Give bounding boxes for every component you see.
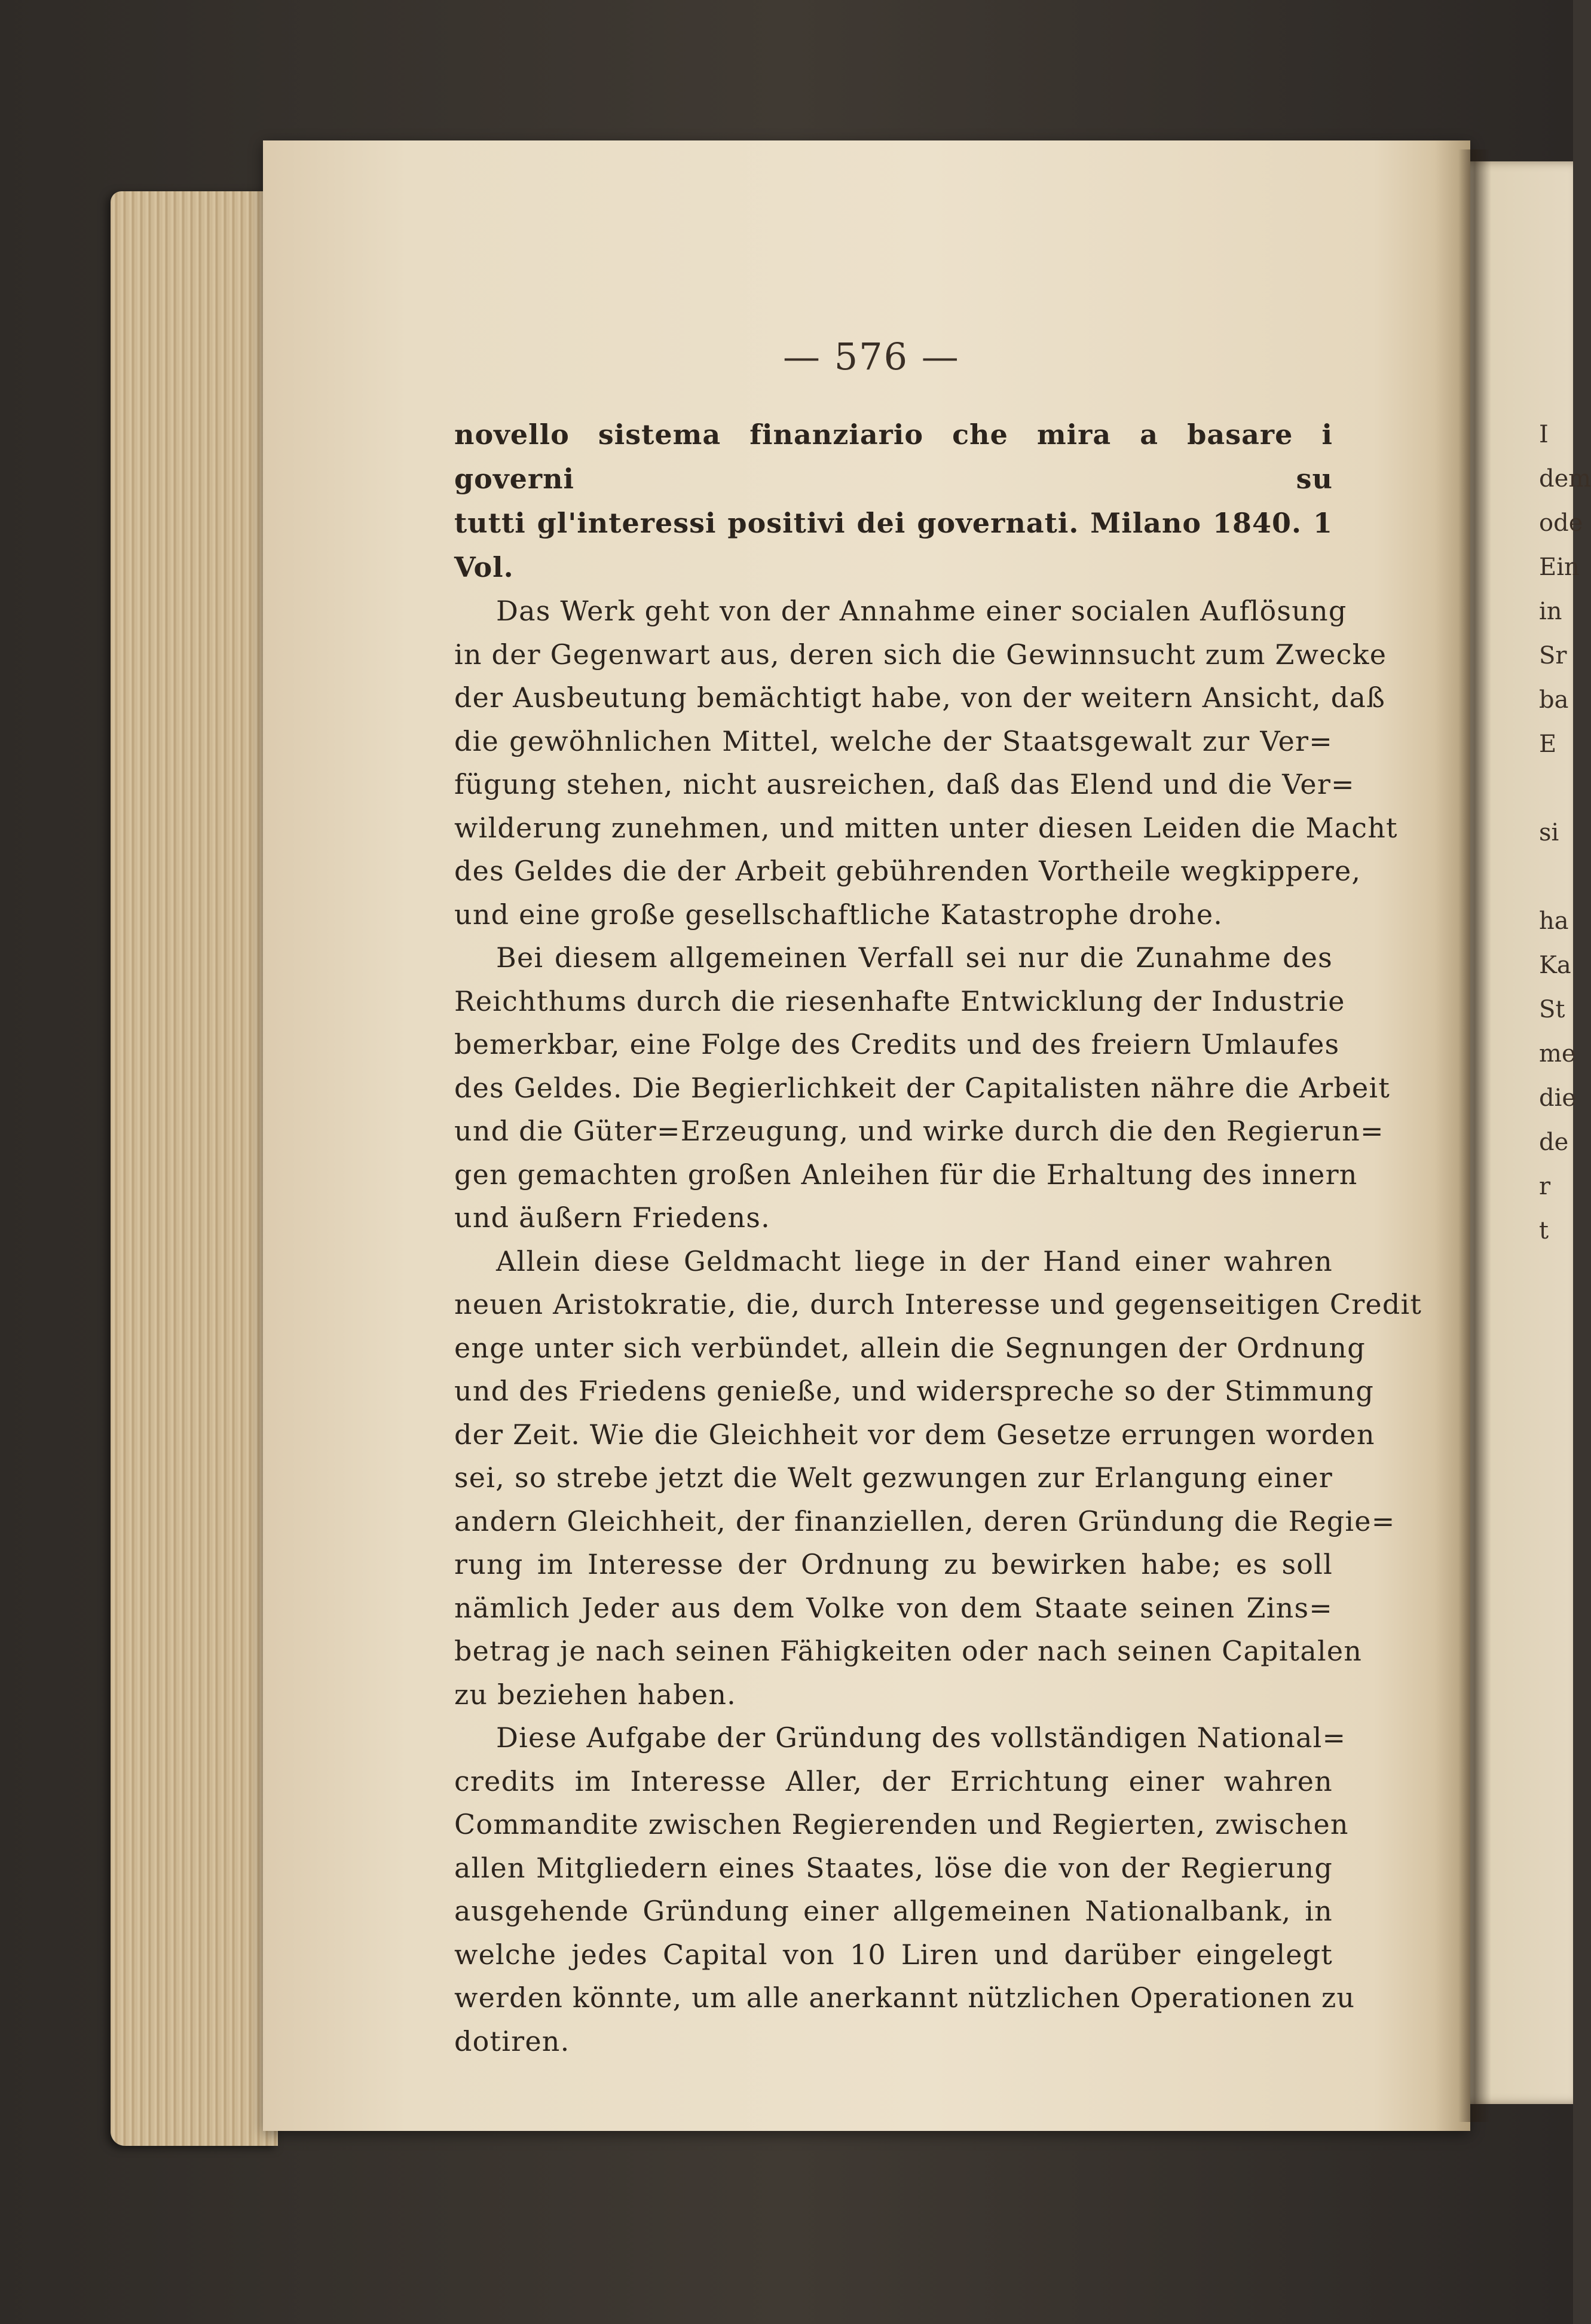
fragment: me bbox=[1539, 1040, 1576, 1068]
text-line: bemerkbar, eine Folge des Credits und des freiern Umlaufes bbox=[454, 1028, 1340, 1060]
page-text bbox=[454, 412, 1422, 2063]
text-line: Reichthums durch die riesenhafte Entwicklung der Industrie bbox=[454, 984, 1345, 1017]
adjacent-page-text bbox=[1539, 412, 1591, 1253]
page-number: — 576 — bbox=[783, 335, 960, 378]
text-line: und äußern Friedens. bbox=[454, 1201, 770, 1234]
fragment: dem bbox=[1539, 465, 1591, 493]
text-line: Bei diesem allgemeinen Verfall sei nur die Zunahme des bbox=[496, 941, 1333, 974]
paragraph-4 bbox=[454, 1716, 1356, 2063]
text-line: und eine große gesellschaftliche Katastrophe drohe. bbox=[454, 898, 1223, 931]
text-line: Allein diese Geldmacht liege in der Hand einer wahren bbox=[496, 1244, 1333, 1277]
fragment: ode bbox=[1539, 509, 1583, 537]
text-line: fügung stehen, nicht ausreichen, daß das Elend und die Ver= bbox=[454, 768, 1355, 800]
text-line: nämlich Jeder aus dem Volke von dem Staate seinen Zins= bbox=[454, 1591, 1333, 1624]
fragment: ha bbox=[1539, 907, 1569, 935]
text-line: neuen Aristokratie, die, durch Interesse und gegenseitigen Credit bbox=[454, 1288, 1422, 1320]
text-line: credits im Interesse Aller, der Errichtung einer wahren bbox=[454, 1765, 1333, 1797]
text-line: zu beziehen haben. bbox=[454, 1678, 736, 1711]
fragment: r bbox=[1539, 1173, 1551, 1200]
text-line: enge unter sich verbündet, allein die Segnungen der Ordnung bbox=[454, 1331, 1366, 1364]
fragment: die bbox=[1539, 1084, 1577, 1112]
fragment: de bbox=[1539, 1129, 1569, 1156]
fragment: ba bbox=[1539, 686, 1569, 714]
book-page-edges bbox=[111, 191, 278, 2146]
fragment: si bbox=[1539, 819, 1559, 846]
fragment: I bbox=[1539, 421, 1549, 448]
text-line: werden könnte, um alle anerkannt nützlichen Operationen zu bbox=[454, 1981, 1356, 2014]
fragment: t bbox=[1539, 1217, 1549, 1244]
fragment: Ein bbox=[1539, 554, 1580, 581]
fragment: St bbox=[1539, 996, 1565, 1023]
text-line: dotiren. bbox=[454, 2025, 570, 2057]
text-line: allen Mitgliedern eines Staates, löse die von der Regierung bbox=[454, 1851, 1333, 1884]
text-line: gen gemachten großen Anleihen für die Erhaltung des innern bbox=[454, 1158, 1358, 1191]
text-line: betrag je nach seinen Fähigkeiten oder nach seinen Capitalen bbox=[454, 1635, 1363, 1667]
fragment: E bbox=[1539, 730, 1557, 758]
fragment: Ka bbox=[1539, 952, 1571, 979]
text-line: sei, so strebe jetzt die Welt gezwungen zur Erlangung einer bbox=[454, 1461, 1333, 1494]
text-line: des Geldes die der Arbeit gebührenden Vortheile wegkippere, bbox=[454, 855, 1361, 887]
text-line: die gewöhnlichen Mittel, welche der Staatsgewalt zur Ver= bbox=[454, 724, 1333, 757]
text-line: der Ausbeutung bemächtigt habe, von der weitern Ansicht, daß bbox=[454, 681, 1385, 714]
text-line: und des Friedens genieße, und widerspreche so der Stimmung bbox=[454, 1375, 1375, 1407]
text-line: wilderung zunehmen, und mitten unter diesen Leiden die Macht bbox=[454, 811, 1398, 844]
paragraph-1 bbox=[454, 589, 1398, 936]
fragment: in bbox=[1539, 598, 1562, 625]
text-line: Commandite zwischen Regierenden und Regierten, zwischen bbox=[454, 1808, 1349, 1840]
fragment: Sr bbox=[1539, 642, 1567, 669]
citation-line-1: novello sistema finanziario che mira a basare i governi su bbox=[454, 418, 1333, 495]
text-line: ausgehende Gründung einer allgemeinen Nationalbank, in bbox=[454, 1895, 1333, 1927]
text-line: der Zeit. Wie die Gleichheit vor dem Gesetze errungen worden bbox=[454, 1418, 1375, 1451]
text-line: Diese Aufgabe der Gründung des vollständigen National= bbox=[496, 1721, 1347, 1754]
text-line: rung im Interesse der Ordnung zu bewirken habe; es soll bbox=[454, 1548, 1333, 1580]
text-line: andern Gleichheit, der finanziellen, deren Gründung die Regie= bbox=[454, 1505, 1396, 1537]
text-line: des Geldes. Die Begierlichkeit der Capitalisten nähre die Arbeit bbox=[454, 1071, 1391, 1104]
fragment bbox=[1539, 855, 1575, 899]
text-line: in der Gegenwart aus, deren sich die Gewinnsucht zum Zwecke bbox=[454, 638, 1387, 671]
fragment bbox=[1539, 766, 1575, 811]
text-line: welche jedes Capital von 10 Liren und darüber eingelegt bbox=[454, 1938, 1333, 1971]
paragraph-3 bbox=[454, 1240, 1422, 1717]
text-line: Das Werk geht von der Annahme einer socialen Auflösung bbox=[496, 595, 1347, 627]
text-line: und die Güter=Erzeugung, und wirke durch die den Regierun= bbox=[454, 1115, 1384, 1147]
gutter-shadow bbox=[1458, 149, 1491, 2122]
paragraph-2 bbox=[454, 936, 1391, 1240]
citation-line-2: tutti gl'interessi positivi dei governati. Milano 1840. 1 Vol. bbox=[454, 507, 1333, 583]
